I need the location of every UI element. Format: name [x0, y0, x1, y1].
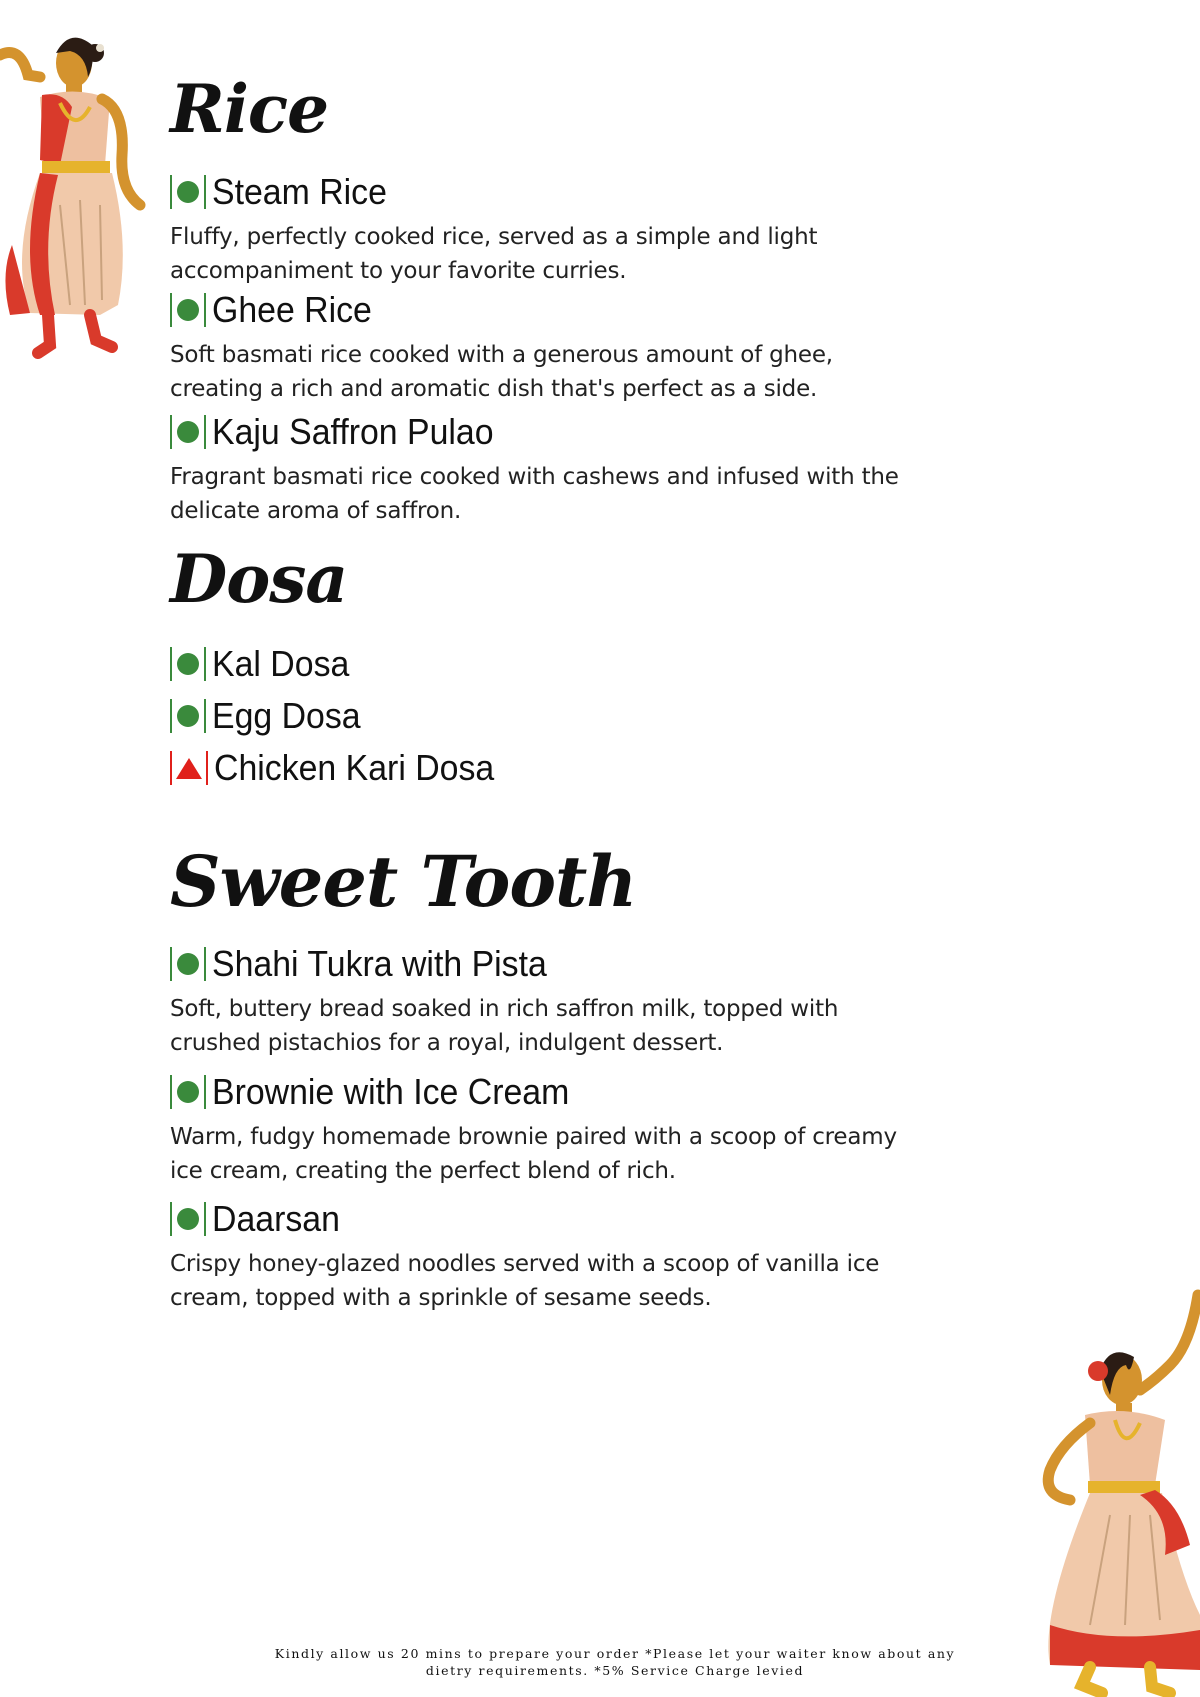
menu-item-kaju-saffron-pulao [170, 410, 930, 528]
item-name: Brownie with Ice Cream [212, 1071, 570, 1112]
item-name: Kal Dosa [212, 643, 350, 684]
item-description: Crispy honey-glazed noodles served with a scoop of vanilla ice cream, topped with a sprinkle of sesame seeds. [170, 1251, 880, 1311]
footer-line-2: dietry requirements. *5% Service Charge levied [425, 1663, 805, 1678]
item-description: Soft, buttery bread soaked in rich saffron milk, topped with crushed pistachios for a royal, indulgent dessert. [170, 996, 839, 1056]
veg-indicator-icon [170, 1201, 206, 1237]
footer-note [200, 1645, 1030, 1679]
veg-indicator-icon [170, 174, 206, 210]
item-name: Ghee Rice [212, 289, 372, 330]
item-description: Soft basmati rice cooked with a generous amount of ghee, creating a rich and aromatic dish that's perfect as a side. [170, 342, 833, 402]
item-name: Egg Dosa [212, 695, 361, 736]
menu-item-chicken-kari-dosa [170, 746, 930, 790]
item-description: Fluffy, perfectly cooked rice, served as a simple and light accompaniment to your favorite curries. [170, 224, 818, 284]
item-name: Daarsan [212, 1198, 340, 1239]
veg-indicator-icon [170, 292, 206, 328]
dancer-illustration-top-left [0, 15, 165, 365]
menu-item-steam-rice [170, 170, 930, 288]
footer-line-1: Kindly allow us 20 mins to prepare your order *Please let your waiter know about any [274, 1646, 956, 1661]
veg-indicator-icon [170, 1074, 206, 1110]
dancer-illustration-bottom-right [1030, 1285, 1200, 1697]
menu-item-daarsan [170, 1197, 930, 1315]
section-title-sweet-tooth: Sweet Tooth [170, 840, 637, 923]
menu-item-ghee-rice [170, 288, 930, 406]
item-name: Steam Rice [212, 171, 387, 212]
item-description: Warm, fudgy homemade brownie paired with a scoop of creamy ice cream, creating the perfect blend of rich. [170, 1124, 897, 1184]
menu-item-brownie-ice-cream [170, 1070, 930, 1188]
item-name: Shahi Tukra with Pista [212, 943, 547, 984]
menu-item-kal-dosa [170, 642, 930, 686]
veg-indicator-icon [170, 414, 206, 450]
menu-item-egg-dosa [170, 694, 930, 738]
veg-indicator-icon [170, 698, 206, 734]
section-title-dosa: Dosa [170, 540, 348, 618]
veg-indicator-icon [170, 646, 206, 682]
menu-item-shahi-tukra [170, 942, 930, 1060]
item-name: Kaju Saffron Pulao [212, 411, 494, 452]
section-title-rice: Rice [170, 70, 329, 148]
veg-indicator-icon [170, 946, 206, 982]
item-description: Fragrant basmati rice cooked with cashews and infused with the delicate aroma of saffron. [170, 464, 899, 524]
non-veg-indicator-icon [170, 750, 208, 786]
item-name: Chicken Kari Dosa [214, 747, 495, 788]
